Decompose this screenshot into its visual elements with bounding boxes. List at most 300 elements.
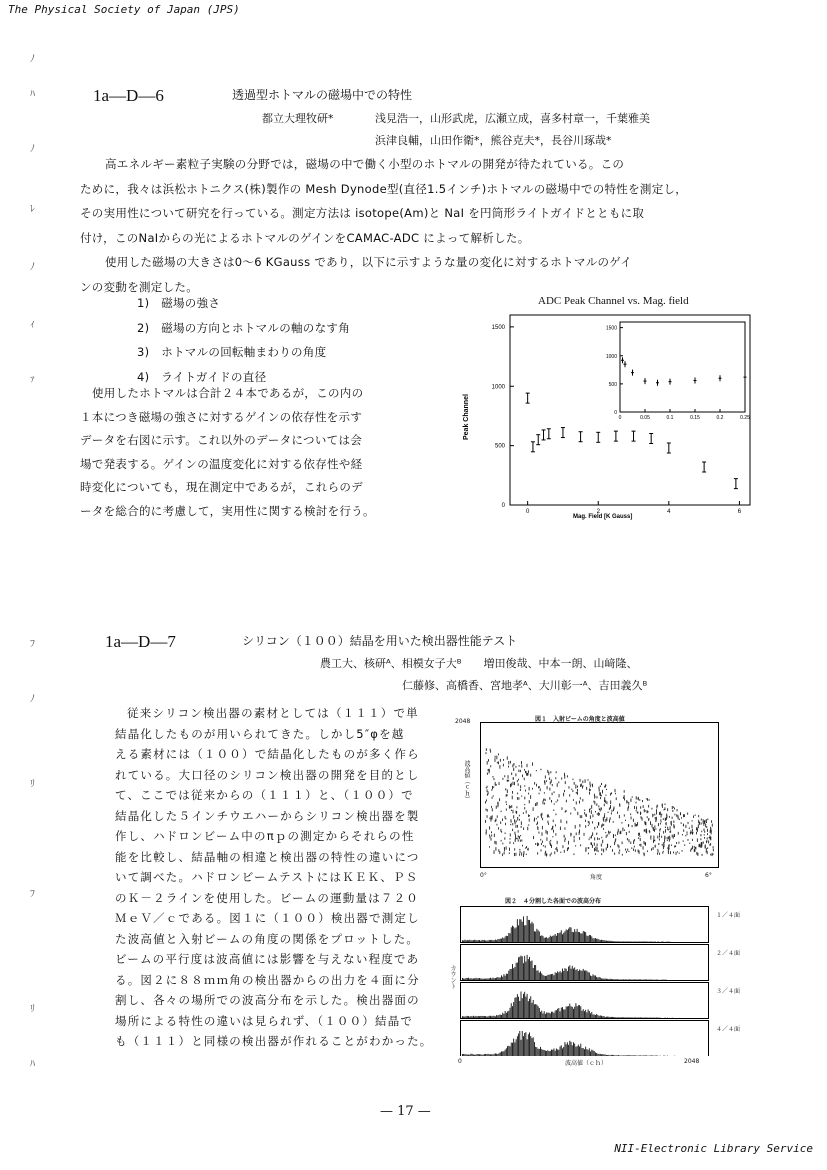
fig2-caption: 図２ ４分割した各面での波高分布 (505, 898, 602, 905)
histogram-bar (490, 978, 491, 980)
scatter-dot (622, 854, 623, 856)
histogram-bar (468, 978, 469, 980)
scatter-dot (513, 810, 514, 814)
histogram-bar (508, 1046, 509, 1056)
scatter-dot (678, 842, 679, 844)
scatter-dot (544, 792, 545, 793)
scatter-dot (590, 785, 591, 788)
x-tick-label: 0 (525, 509, 530, 515)
histogram-bar (550, 1051, 551, 1056)
scatter-dot (580, 815, 581, 818)
scatter-dot (517, 817, 518, 821)
histogram-bar (629, 1055, 630, 1056)
abstract-body (115, 703, 450, 1052)
histogram-bar (516, 963, 517, 980)
text-line: 使用した磁場の大きさは0〜6 KGauss であり，以下に示すような量の変化に対するホトマルのゲイ (105, 255, 633, 269)
histogram-bar (519, 919, 520, 942)
scatter-dot (663, 846, 664, 850)
scatter-dot (537, 843, 538, 847)
scatter-dot (628, 802, 629, 805)
histogram-bar (645, 1055, 646, 1056)
y-axis-label: Peak Channel (463, 394, 470, 440)
histogram-bar (506, 1013, 507, 1018)
scatter-dot (639, 844, 640, 846)
scatter-dot (695, 814, 696, 815)
scatter-dot (671, 823, 672, 825)
histogram-bar (634, 1055, 635, 1056)
histogram-bar (556, 1010, 557, 1018)
scatter-dot (551, 828, 552, 830)
scatter-dot (674, 814, 675, 816)
histogram-bar (547, 1050, 548, 1056)
scatter-dot (600, 792, 601, 796)
scatter-dot (639, 799, 640, 801)
histogram-bar (632, 1055, 633, 1056)
histogram-bar (595, 1015, 596, 1018)
histogram-bar (569, 965, 570, 980)
histogram-bar (597, 1054, 598, 1056)
fig2-panel-label: ４／４面 (716, 1026, 741, 1033)
scatter-dot (487, 809, 488, 812)
scatter-dot (650, 821, 651, 825)
margin-mark: ﾉ (30, 144, 35, 155)
scatter-dot (589, 821, 590, 824)
scatter-dot (491, 831, 492, 833)
histogram-bar (472, 1016, 473, 1018)
histogram-bar (580, 970, 581, 980)
scatter-dot (521, 826, 522, 828)
histogram-bar (589, 1011, 590, 1018)
scatter-dot (708, 840, 709, 843)
scatter-dot (636, 810, 637, 811)
histogram-bar (608, 979, 609, 980)
scatter-dot (673, 820, 674, 822)
scatter-dot (637, 822, 638, 826)
scatter-dot (672, 817, 673, 819)
scatter-dot (528, 848, 529, 851)
scatter-dot (486, 748, 487, 751)
scatter-dot (658, 843, 659, 845)
histogram-bar (560, 971, 561, 980)
scatter-dot (600, 797, 601, 799)
histogram-bar (584, 971, 585, 980)
scatter-dot (707, 851, 708, 854)
scatter-dot (546, 780, 547, 782)
scatter-dot (571, 789, 572, 790)
histogram-bar (489, 940, 490, 942)
scatter-dot (599, 808, 600, 809)
condition-list (137, 291, 350, 389)
scatter-dot (538, 832, 539, 834)
scatter-dot (538, 843, 539, 845)
histogram-bar (599, 939, 600, 942)
histogram-bar (551, 1012, 552, 1018)
scatter-dot (623, 797, 624, 799)
scatter-dot (588, 825, 589, 826)
histogram-bar (535, 965, 536, 980)
scatter-dot (495, 782, 496, 786)
histogram-bar (635, 1017, 636, 1018)
scatter-dot (615, 793, 616, 794)
histogram-bar (615, 1017, 616, 1018)
histogram-bar (616, 1017, 617, 1018)
scatter-dot (512, 829, 513, 831)
scatter-dot (627, 801, 628, 802)
histogram-bar (544, 976, 545, 980)
scatter-dot (672, 835, 673, 838)
scatter-dot (546, 830, 547, 834)
histogram-bar (563, 933, 564, 942)
scatter-dot (552, 826, 553, 828)
histogram-bar (611, 1055, 612, 1056)
histogram-bar (467, 940, 468, 942)
histogram-bar (491, 1016, 492, 1018)
histogram-bar (556, 973, 557, 980)
scatter-dot (509, 805, 510, 808)
histogram-bar (502, 1051, 503, 1056)
scatter-dot (666, 817, 667, 820)
scatter-dot (552, 784, 553, 786)
histogram-bar (627, 941, 628, 942)
scatter-dot (694, 848, 695, 850)
scatter-dot (592, 821, 593, 823)
histogram-bar (644, 979, 645, 980)
histogram-bar (627, 1055, 628, 1056)
scatter-dot (566, 821, 567, 824)
scatter-dot (568, 847, 569, 849)
scatter-dot (507, 756, 508, 759)
scatter-dot (674, 845, 675, 847)
scatter-dot (544, 803, 545, 805)
histogram-bar (572, 1007, 573, 1018)
histogram-bar (616, 1055, 617, 1056)
scatter-dot (672, 810, 673, 812)
histogram-bar (561, 972, 562, 980)
scatter-dot (497, 804, 498, 807)
histogram-bar (485, 979, 486, 980)
histogram-bar (569, 1004, 570, 1018)
scatter-dot (510, 806, 511, 808)
scatter-dot (655, 817, 656, 819)
histogram-bar (501, 1051, 502, 1056)
histogram-bar (615, 979, 616, 980)
scatter-dot (608, 812, 609, 813)
scatter-dot (619, 852, 620, 855)
histogram-bar (494, 1054, 495, 1056)
scatter-dot (568, 841, 569, 845)
scatter-dot (667, 808, 668, 811)
scatter-dot (496, 819, 497, 822)
scatter-dot (611, 792, 612, 794)
scatter-dot (595, 849, 596, 851)
scatter-dot (496, 806, 497, 809)
histogram-bar (529, 920, 530, 942)
scatter-dot (514, 853, 515, 856)
scatter-dot (498, 802, 499, 803)
scatter-dot (520, 840, 521, 842)
scatter-dot (546, 853, 547, 856)
scatter-dot (528, 793, 529, 795)
histogram-bar (543, 975, 544, 980)
scatter-dot (586, 814, 587, 817)
scatter-dot (682, 834, 683, 835)
scatter-dot (692, 839, 693, 841)
histogram-bar (464, 1054, 465, 1056)
histogram-bar (617, 1017, 618, 1018)
histogram-bar (488, 1016, 489, 1018)
scatter-dot (651, 848, 652, 850)
histogram-bar (650, 1017, 651, 1018)
histogram-bar (577, 1006, 578, 1018)
scatter-dot (541, 813, 542, 816)
scatter-dot (701, 818, 702, 820)
scatter-dot (586, 787, 587, 790)
histogram-bar (536, 1047, 537, 1056)
scatter-dot (601, 848, 602, 851)
histogram-bar (622, 1055, 623, 1056)
scatter-dot (661, 836, 662, 838)
scatter-dot (707, 847, 708, 849)
scatter-dot (712, 824, 713, 827)
scatter-dot (676, 814, 677, 816)
histogram-bar (495, 1016, 496, 1018)
histogram-bar (556, 1048, 557, 1056)
scatter-dot (627, 807, 628, 810)
scatter-dot (665, 829, 666, 832)
scatter-dot (574, 836, 575, 839)
scatter-dot (518, 783, 519, 786)
histogram-bar (573, 932, 574, 942)
histogram-bar (539, 973, 540, 980)
histogram-bar (617, 1055, 618, 1056)
margin-mark: ﾚ (30, 204, 35, 215)
scatter-dot (647, 798, 648, 801)
scatter-dot (647, 810, 648, 813)
scatter-dot (505, 823, 506, 825)
histogram-bar (562, 1048, 563, 1056)
text-line: ビームの平行度は波高値には影響を与えない程度であ (115, 952, 420, 966)
margin-mark: ﾘ (30, 779, 35, 790)
histogram-bar (474, 978, 475, 980)
scatter-dot (490, 836, 491, 838)
histogram-bar (613, 1055, 614, 1056)
scatter-dot (572, 790, 573, 792)
scatter-dot (495, 820, 496, 822)
scatter-dot (599, 838, 600, 840)
scatter-dot (703, 819, 704, 822)
scatter-dot (551, 800, 552, 803)
list-item: 2) 磁場の方向とホトマルの軸のなす角 (137, 320, 351, 335)
scatter-dot (590, 808, 591, 809)
margin-mark: ｧ (30, 374, 35, 385)
scatter-dot (638, 837, 639, 839)
scatter-dot (676, 852, 677, 855)
histogram-bar (571, 969, 572, 980)
histogram-bar (510, 1008, 511, 1018)
scatter-dot (506, 846, 507, 849)
histogram-bar (599, 1016, 600, 1018)
histogram-bar (624, 979, 625, 980)
scatter-dot (592, 845, 593, 848)
scatter-dot (543, 845, 544, 846)
scatter-dot (696, 852, 697, 855)
scatter-dot (589, 792, 590, 795)
histogram-bar (569, 927, 570, 942)
histogram-bar (623, 941, 624, 942)
scatter-dot (701, 831, 702, 833)
histogram-bar (529, 957, 530, 980)
histogram-bar (489, 1054, 490, 1056)
scatter-dot (604, 786, 605, 788)
histogram-bar (490, 1054, 491, 1056)
histogram-bar (511, 1003, 512, 1018)
scatter-dot (640, 806, 641, 808)
scatter-dot (633, 819, 634, 822)
histogram-bar (519, 957, 520, 980)
histogram-bar (514, 967, 515, 980)
histogram-bar (540, 971, 541, 980)
scatter-dot (550, 840, 551, 841)
scatter-dot (673, 836, 674, 839)
scatter-dot (567, 848, 568, 851)
scatter-dot (561, 777, 562, 779)
histogram-bar (574, 967, 575, 980)
histogram-bar (641, 1017, 642, 1018)
histogram-bar (499, 978, 500, 980)
histogram-bar (568, 929, 569, 942)
inset-x-tick-label: 0.15 (690, 415, 700, 421)
scatter-dot (493, 786, 494, 787)
histogram-bar (566, 1006, 567, 1018)
margin-mark: ﾉ (30, 54, 35, 65)
scatter-dot (653, 847, 654, 850)
histogram-bar (601, 1016, 602, 1018)
histogram-bar (477, 940, 478, 942)
histogram-bar (475, 1055, 476, 1056)
scatter-dot (645, 810, 646, 811)
scatter-dot (585, 848, 586, 852)
histogram-bar (523, 994, 524, 1018)
fig2-plot (460, 906, 710, 1056)
histogram-bar (618, 1017, 619, 1018)
histogram-bar (473, 940, 474, 942)
histogram-bar (556, 936, 557, 942)
scatter-dot (519, 849, 520, 850)
scatter-dot (638, 833, 639, 836)
histogram-bar (654, 1017, 655, 1018)
histogram-bar (627, 1017, 628, 1018)
scatter-dot (610, 846, 611, 848)
histogram-bar (518, 997, 519, 1018)
fig1-caption: 図１ 入射ビームの角度と波高値 (535, 716, 625, 723)
histogram-bar (483, 979, 484, 980)
scatter-dot (579, 837, 580, 840)
histogram-bar (564, 1042, 565, 1056)
scatter-dot (665, 827, 666, 828)
histogram-bar (575, 1003, 576, 1018)
histogram-bar (590, 1013, 591, 1018)
scatter-dot (655, 846, 656, 847)
scatter-dot (564, 790, 565, 792)
scatter-dot (488, 759, 489, 761)
histogram-bar (523, 963, 524, 980)
histogram-bar (462, 978, 463, 980)
histogram-bar (605, 979, 606, 980)
scatter-dot (527, 773, 528, 776)
scatter-dot (699, 844, 700, 847)
histogram-bar (491, 940, 492, 942)
scatter-dot (707, 837, 708, 839)
histogram-bar (552, 1050, 553, 1056)
histogram-bar (549, 975, 550, 980)
scatter-dot (547, 786, 548, 789)
scatter-dot (520, 785, 521, 788)
scatter-dot (522, 845, 523, 847)
text-line: その実用性について研究を行っている。測定方法は isotope(Am)と NaI を円筒形ライトガイドとともに取 (80, 206, 645, 220)
scatter-dot (657, 836, 658, 839)
scatter-dot (610, 831, 611, 833)
scatter-dot (667, 840, 668, 842)
scatter-dot (520, 851, 521, 853)
scatter-dot (651, 808, 652, 810)
histogram-bar (496, 978, 497, 980)
histogram-bar (486, 978, 487, 980)
histogram-bar (528, 1034, 529, 1056)
scatter-dot (491, 816, 492, 820)
scatter-dot (497, 815, 498, 817)
scatter-dot (617, 844, 618, 846)
scatter-dot (550, 771, 551, 773)
histogram-bar (524, 956, 525, 980)
scatter-dot (668, 836, 669, 839)
histogram-bar (580, 933, 581, 942)
histogram-bar (534, 1042, 535, 1056)
scatter-dot (573, 799, 574, 801)
scatter-dot (504, 837, 505, 839)
scatter-dot (610, 817, 611, 820)
histogram-bar (557, 1050, 558, 1056)
scatter-dot (554, 851, 555, 854)
histogram-bar (536, 970, 537, 980)
margin-mark: ﾊ (30, 89, 35, 100)
histogram-bar (595, 975, 596, 980)
scatter-dot (673, 852, 674, 854)
scatter-dot (602, 840, 603, 844)
scatter-dot (487, 761, 488, 765)
histogram-bar (467, 1055, 468, 1056)
histogram-bar (606, 1055, 607, 1056)
histogram-bar (597, 978, 598, 980)
histogram-bar (557, 933, 558, 942)
scatter-dot (701, 834, 702, 836)
scatter-dot (615, 834, 616, 836)
histogram-bar (567, 930, 568, 942)
scatter-dot (704, 820, 705, 824)
scatter-dot (701, 844, 702, 846)
histogram-bar (467, 978, 468, 980)
inset-frame (620, 322, 745, 412)
scatter-dot (529, 815, 530, 816)
scatter-dot (636, 824, 637, 826)
scatter-dot (713, 846, 714, 848)
scatter-dot (614, 853, 615, 855)
scatter-dot (512, 823, 513, 825)
scatter-dot (524, 797, 525, 800)
scatter-dot (529, 800, 530, 803)
histogram-bar (627, 979, 628, 980)
histogram-bar (608, 941, 609, 942)
scatter-dot (515, 839, 516, 842)
